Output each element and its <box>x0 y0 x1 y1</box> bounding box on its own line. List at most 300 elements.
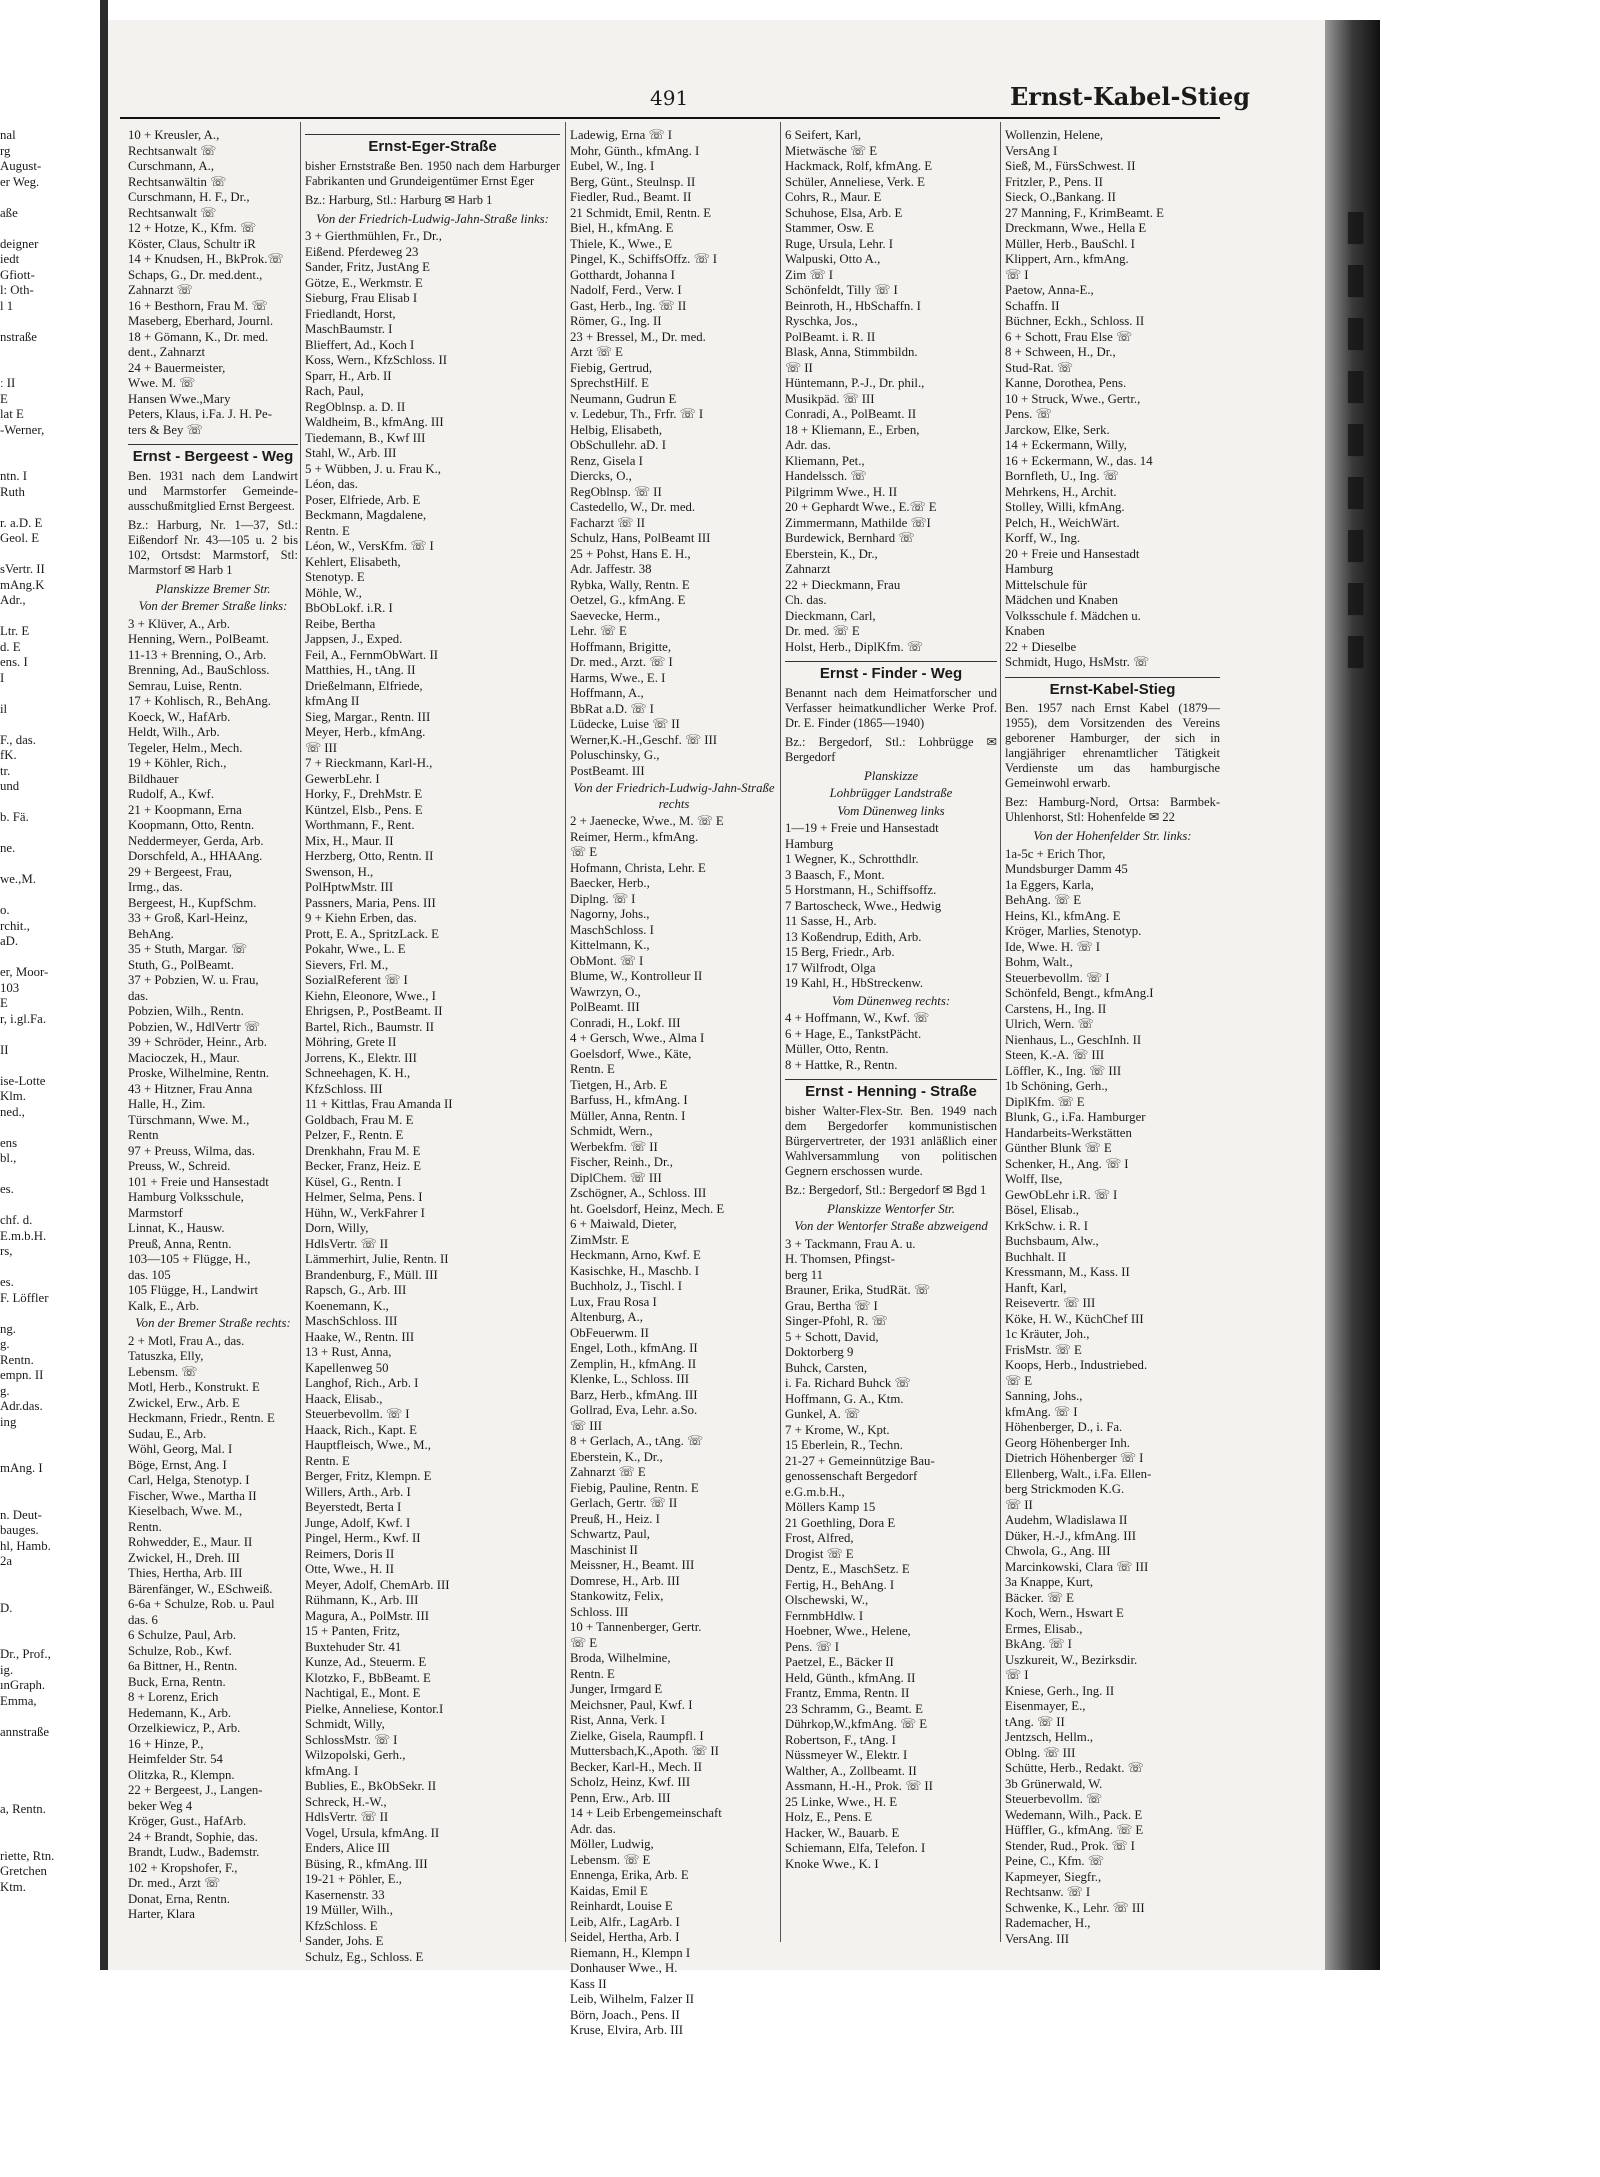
directory-entry: 8 + Gerlach, A., tAng. ☏ <box>570 1434 704 1448</box>
directory-entry: ☏ E <box>570 845 598 859</box>
directory-entry: ObMont. ☏ I <box>570 953 644 968</box>
directory-entry: Barfuss, H., kfmAng. I <box>570 1093 688 1107</box>
directory-entry: Scholz, Heinz, Kwf. III <box>570 1775 691 1789</box>
directory-entry: Kass II <box>570 1976 607 1991</box>
directory-entry: Pingel, K., SchiffsOffz. ☏ I <box>570 252 718 266</box>
fragment-line <box>0 547 95 563</box>
directory-entry: Büchner, Eckh., Schloss. II <box>1005 314 1145 328</box>
directory-entry: 24 + Brandt, Sophie, das. <box>128 1829 258 1844</box>
directory-entry: Jappsen, J., Exped. <box>305 632 403 646</box>
directory-entry: 18 + Gömann, K., Dr. med. <box>128 329 269 344</box>
directory-entry: 3b Grünerwald, W. <box>1005 1776 1103 1791</box>
directory-entry: Otte, Wwe., H. II <box>305 1562 394 1576</box>
library-stamp: ▮▮▮▮▮▮▮▮▮ <box>1331 200 1380 677</box>
directory-entry: Georg Höhenberger Inh. <box>1005 1435 1130 1450</box>
directory-entry: Kapmeyer, Siegfr., <box>1005 1869 1102 1884</box>
directory-entry: 12 + Hotze, K., Kfm. ☏ <box>128 221 257 235</box>
directory-entry: 27 Manning, F., KrimBeamt. E <box>1005 205 1164 220</box>
fragment-line <box>0 1492 95 1508</box>
fragment-line: 103 <box>0 980 20 995</box>
directory-entry: Koss, Wern., KfzSchloss. II <box>305 353 447 367</box>
fragment-line: August- <box>0 159 42 173</box>
directory-entry: 103—105 + Flügge, H., <box>128 1252 251 1266</box>
directory-entry: Halle, H., Zim. <box>128 1097 206 1111</box>
fragment-line <box>0 1058 95 1074</box>
directory-entry: Doktorberg 9 <box>785 1345 854 1359</box>
directory-entry: Domrese, H., Arb. III <box>570 1573 680 1588</box>
directory-entry: Schulz, Hans, PolBeamt III <box>570 531 711 545</box>
directory-entry: Kaidas, Emil E <box>570 1883 648 1898</box>
directory-entry: Hamburg <box>1005 562 1054 576</box>
fragment-line: nstraße <box>0 329 37 344</box>
directory-entry: Zwickel, H., Dreh. III <box>128 1550 240 1565</box>
directory-entry: Mietwäsche ☏ E <box>785 143 878 158</box>
directory-entry: Léon, das. <box>305 477 358 491</box>
section-label: Von der Friedrich-Ludwig-Jahn-Straße links: <box>316 211 549 226</box>
directory-entry: Steuerbevollm. ☏ <box>1005 1792 1103 1806</box>
directory-entry: Dührkop,W.,kfmAng. ☏ E <box>785 1717 928 1731</box>
directory-entry: Löffler, K., Ing. ☏ III <box>1005 1063 1122 1078</box>
directory-entry: Ehrigsen, P., PostBeamt. II <box>305 1004 443 1018</box>
directory-entry: Walther, A., Zollbeamt. II <box>785 1763 917 1778</box>
street-heading: Ernst-Kabel-Stieg <box>1005 677 1220 698</box>
directory-entry: 3 + Klüver, A., Arb. <box>128 616 230 631</box>
directory-entry: ht. Goelsdorf, Heinz, Mech. E <box>570 1201 725 1216</box>
directory-entry: 22 + Dieselbe <box>1005 639 1077 654</box>
directory-entry: Henning, Wern., PolBeamt. <box>128 632 269 646</box>
directory-entry: Zahnarzt ☏ E <box>570 1465 646 1479</box>
directory-entry: Waldheim, B., kfmAng. III <box>305 415 444 429</box>
directory-entry: RegOblnsp. ☏ II <box>570 484 662 499</box>
directory-entry: Becker, Franz, Heiz. E <box>305 1159 422 1173</box>
directory-entry: VersAng I <box>1005 143 1058 158</box>
fragment-line <box>0 717 95 733</box>
directory-entry: Pens. ☏ I <box>785 1639 840 1654</box>
directory-entry: Diplng. ☏ I <box>570 891 636 906</box>
directory-entry: 16 + Eckermann, W., das. 14 <box>1005 453 1153 468</box>
fragment-line: Gretchen <box>0 1864 47 1878</box>
directory-entry: Berger, Fritz, Klempn. E <box>305 1469 432 1483</box>
directory-entry: Grau, Bertha ☏ I <box>785 1298 878 1313</box>
directory-entry: Handelssch. ☏ <box>785 469 867 483</box>
directory-entry: Römer, G., Ing. II <box>570 314 662 328</box>
directory-entry: 10 + Tannenberger, Gertr. <box>570 1620 702 1634</box>
directory-entry: Lüdecke, Luise ☏ II <box>570 717 680 731</box>
directory-entry: SozialReferent ☏ I <box>305 973 408 987</box>
fragment-line: Ktm. <box>0 1879 26 1894</box>
directory-entry: Bäcker. ☏ E <box>1005 1590 1074 1605</box>
directory-entry: Lebensm. ☏ <box>128 1364 198 1379</box>
directory-entry: Köke, H. W., KüchChef III <box>1005 1311 1144 1326</box>
directory-entry: Diercks, O., <box>570 469 632 483</box>
directory-entry: Schwenke, K., Lehr. ☏ III <box>1005 1900 1145 1915</box>
directory-entry: Rentn. E <box>305 523 350 538</box>
directory-entry: Rechtsanwalt ☏ <box>128 143 217 158</box>
directory-entry: ☏ E <box>1005 1373 1033 1388</box>
directory-entry: Jorrens, K., Elektr. III <box>305 1050 417 1065</box>
directory-entry: Junge, Adolf, Kwf. I <box>305 1515 411 1530</box>
directory-entry: Stolley, Willi, kfmAng. <box>1005 500 1125 514</box>
street-description: Bz.: Bergedorf, Stl.: Lohbrügge ✉ Bergedorf <box>785 734 997 764</box>
directory-entry: Horky, F., DrehMstr. E <box>305 787 423 801</box>
section-label: Vom Dünenweg links <box>837 803 945 818</box>
directory-entry: Facharzt ☏ II <box>570 515 645 530</box>
directory-entry: 33 + Groß, Karl-Heinz, <box>128 911 248 925</box>
directory-entry: 19 + Köhler, Rich., <box>128 756 227 770</box>
directory-entry: Dr. med., Arzt ☏ <box>128 1876 221 1890</box>
fragment-line: o. <box>0 903 10 917</box>
directory-entry: Beckmann, Magdalene, <box>305 508 427 522</box>
fragment-line <box>0 609 95 625</box>
directory-entry: Preuß, H., Heiz. I <box>570 1511 660 1526</box>
directory-entry: 3 Baasch, F., Mont. <box>785 867 885 882</box>
directory-entry: Haack, Rich., Kapt. E <box>305 1422 417 1437</box>
directory-entry: Buchsbaum, Alw., <box>1005 1234 1099 1248</box>
directory-entry: PolBeamt. III <box>570 1000 640 1014</box>
directory-entry: 6a Bittner, H., Rentn. <box>128 1659 238 1673</box>
directory-entry: Tatuszka, Elly, <box>128 1349 204 1363</box>
fragment-line: rs, <box>0 1244 13 1258</box>
directory-entry: Gerlach, Gertr. ☏ II <box>570 1496 678 1510</box>
fragment-line: g. <box>0 1337 10 1351</box>
directory-entry: Oetzel, G., kfmAng. E <box>570 593 686 607</box>
directory-entry: Pens. ☏ <box>1005 407 1052 421</box>
directory-entry: BbRat a.D. ☏ I <box>570 701 654 716</box>
directory-entry: Heimfelder Str. 54 <box>128 1752 223 1766</box>
directory-entry: Muttersbach,K.,Apoth. ☏ II <box>570 1744 719 1758</box>
directory-entry: Koenemann, K., <box>305 1298 389 1313</box>
directory-entry: Rentn. E <box>570 1062 615 1076</box>
fragment-line <box>0 1306 95 1322</box>
directory-entry: Helmer, Selma, Pens. I <box>305 1190 423 1204</box>
directory-entry: Börn, Joach., Pens. II <box>570 2007 680 2022</box>
directory-entry: Drogist ☏ E <box>785 1546 854 1561</box>
directory-entry: genossenschaft Bergedorf <box>785 1469 918 1483</box>
directory-entry: 23 Schramm, G., Beamt. E <box>785 1701 923 1716</box>
directory-entry: Gollrad, Eva, Lehr. a.So. <box>570 1403 698 1417</box>
directory-entry: Schmidt, Hugo, HsMstr. ☏ <box>1005 655 1149 669</box>
directory-entry: 11 + Kittlas, Frau Amanda II <box>305 1097 453 1111</box>
directory-entry: Uszkureit, W., Bezirksdir. <box>1005 1652 1138 1667</box>
section-label: Von der Wentorfer Straße abzweigend <box>794 1219 988 1233</box>
header-rule <box>120 117 1220 119</box>
directory-entry: ters & Bey ☏ <box>128 422 203 437</box>
left-page-gutter <box>100 0 108 1970</box>
directory-entry: beker Weg 4 <box>128 1798 193 1813</box>
directory-entry: Wollenzin, Helene, <box>1005 128 1104 142</box>
fragment-line <box>0 1167 95 1183</box>
directory-entry: Kröger, Gust., HafArb. <box>128 1814 247 1828</box>
directory-entry: Heldt, Wilh., Arb. <box>128 725 220 739</box>
directory-entry: Pelch, H., WeichWärt. <box>1005 515 1120 530</box>
directory-entry: 2 + Motl, Frau A., das. <box>128 1333 245 1348</box>
directory-entry: Stenotyp. E <box>305 570 365 584</box>
directory-entry: MaschSchloss. III <box>305 1314 398 1328</box>
fragment-line <box>0 1446 95 1462</box>
directory-entry: Nachtigal, E., Mont. E <box>305 1686 421 1700</box>
directory-entry: Harms, Wwe., E. I <box>570 670 666 685</box>
directory-entry: Oblng. ☏ III <box>1005 1745 1076 1760</box>
directory-entry: Sieg, Margar., Rentn. III <box>305 709 431 724</box>
directory-entry: Mundsburger Damm 45 <box>1005 862 1128 876</box>
directory-entry: 8 + Lorenz, Erich <box>128 1690 219 1704</box>
directory-entry: Adr. das. <box>785 438 831 452</box>
directory-entry: Adr. Jaffestr. 38 <box>570 562 652 576</box>
directory-entry: 37 + Pobzien, W. u. Frau, <box>128 973 259 987</box>
directory-entry: Cohrs, R., Maur. E <box>785 190 882 204</box>
directory-entry: PolHptwMstr. III <box>305 880 394 894</box>
directory-entry: 17 Wilfrodt, Olga <box>785 960 876 975</box>
directory-entry: das. 6 <box>128 1612 158 1627</box>
fragment-line: mAng. I <box>0 1461 43 1475</box>
directory-entry: Assmann, H.-H., Prok. ☏ II <box>785 1779 933 1793</box>
directory-entry: 21 + Koopmann, Erna <box>128 802 242 817</box>
directory-entry: Fischer, Wwe., Martha II <box>128 1488 257 1503</box>
directory-entry: Rademacher, H., <box>1005 1916 1091 1930</box>
directory-entry: Pingel, Herm., Kwf. II <box>305 1531 421 1545</box>
directory-entry: Feil, A., FernmObWart. II <box>305 647 438 662</box>
directory-entry: Worthmann, F., Rent. <box>305 818 415 832</box>
directory-entry: Donat, Erna, Rentn. <box>128 1891 230 1906</box>
directory-entry: Schuhose, Elsa, Arb. E <box>785 205 903 220</box>
directory-entry: Kasischke, H., Maschb. I <box>570 1263 700 1278</box>
fragment-line: ne. <box>0 841 16 855</box>
directory-entry: Willers, Arth., Arb. I <box>305 1484 411 1499</box>
directory-entry: Bublies, E., BkObSekr. II <box>305 1779 437 1793</box>
directory-entry: Fiebig, Gertrud, <box>570 360 653 375</box>
directory-entry: Schiemann, Elfa, Telefon. I <box>785 1841 926 1855</box>
directory-entry: Schüler, Anneliese, Verk. E <box>785 174 925 189</box>
directory-entry: 5 + Schott, David, <box>785 1329 879 1344</box>
street-description: bisher Walter-Flex-Str. Ben. 1949 nach dem Bergedorfer kommunistischen Bürgervertreter, der 1931 anläßlich einer Wahlversammlung von politischen Gegnern erschossen wurde. <box>785 1103 997 1178</box>
directory-entry: Hedemann, K., Arb. <box>128 1705 232 1720</box>
directory-entry: Werner,K.-H.,Geschf. ☏ III <box>570 732 717 747</box>
directory-entry: 21 Goethling, Dora E <box>785 1515 896 1530</box>
directory-entry: ☏ I <box>1005 267 1029 282</box>
section-label: Von der Bremer Straße links: <box>138 599 288 613</box>
fragment-line: Ltr. E <box>0 624 30 638</box>
directory-entry: Gast, Herb., Ing. ☏ II <box>570 298 687 313</box>
directory-entry: Eißend. Pferdeweg 23 <box>305 244 419 259</box>
fragment-line: F., das. <box>0 732 36 747</box>
directory-entry: 101 + Freie und Hansestadt <box>128 1174 269 1189</box>
directory-entry: Bohm, Walt., <box>1005 955 1073 969</box>
directory-entry: Lux, Frau Rosa I <box>570 1294 657 1309</box>
directory-entry: Pilgrimm Wwe., H. II <box>785 484 898 499</box>
fragment-line <box>0 1771 95 1787</box>
directory-entry: Proske, Wilhelmine, Rentn. <box>128 1066 270 1080</box>
fragment-line: iedt <box>0 252 20 266</box>
directory-entry: Hansen Wwe.,Mary <box>128 391 231 406</box>
directory-entry: Meyer, Herb., kfmAng. <box>305 725 426 739</box>
street-description: bisher Ernststraße Ben. 1950 nach dem Harburger Fabrikanten und Grundeigentümer Ernst Eger <box>305 158 560 188</box>
directory-entry: Reisevertr. ☏ III <box>1005 1296 1096 1310</box>
directory-entry: Rechtsanw. ☏ I <box>1005 1885 1091 1899</box>
directory-entry: Bornfleth, U., Ing. ☏ <box>1005 469 1119 483</box>
fragment-line: l 1 <box>0 298 14 313</box>
directory-entry: Volksschule f. Mädchen u. <box>1005 608 1141 623</box>
fragment-line <box>0 826 95 842</box>
directory-entry: Dentz, E., MaschSetz. E <box>785 1562 910 1576</box>
street-description: Ben. 1931 nach dem Landwirt und Marmstorfer Gemeinde-ausschußmitglied Ernst Bergeest. <box>128 468 298 513</box>
directory-entry: 6 + Schott, Frau Else ☏ <box>1005 329 1133 344</box>
fragment-line: r, i.gl.Fa. <box>0 1011 47 1026</box>
directory-entry: Pobzien, Wilh., Rentn. <box>128 1004 244 1018</box>
directory-entry: Haack, Elisab., <box>305 1391 383 1406</box>
directory-entry: Ch. das. <box>785 593 827 607</box>
directory-entry: Wilzopolski, Gerh., <box>305 1748 406 1762</box>
directory-entry: ☏ E <box>570 1635 598 1650</box>
fragment-line: r. a.D. E <box>0 515 43 530</box>
directory-entry: Leib, Wilhelm, Falzer II <box>570 1992 694 2006</box>
fragment-line: ens. I <box>0 655 28 669</box>
directory-entry: 97 + Preuss, Wilma, das. <box>128 1143 255 1158</box>
fragment-line: riette, Rtn. <box>0 1848 55 1863</box>
page-number: 491 <box>650 86 689 110</box>
directory-entry: Kunze, Ad., Steuerm. E <box>305 1655 427 1669</box>
directory-entry: Goldbach, Frau M. E <box>305 1112 414 1127</box>
directory-entry: Rühmann, K., Arb. III <box>305 1593 419 1607</box>
directory-entry: Peine, C., Kfm. ☏ <box>1005 1854 1104 1868</box>
directory-entry: Saevecke, Herm., <box>570 608 661 623</box>
directory-entry: Paetzel, E., Bäcker II <box>785 1655 894 1669</box>
directory-entry: Schönfeld, Bengt., kfmAng.I <box>1005 986 1154 1000</box>
section-label: Vom Dünenweg rechts: <box>831 993 951 1008</box>
fragment-line <box>0 1260 95 1276</box>
directory-entry: 2 + Jaenecke, Wwe., M. ☏ E <box>570 814 724 828</box>
directory-entry: 21-27 + Gemeinnützige Bau- <box>785 1453 935 1468</box>
fragment-line: we.,M. <box>0 872 36 886</box>
directory-entry: 20 + Freie und Hansestadt <box>1005 546 1140 561</box>
directory-entry: Maschinist II <box>570 1542 638 1557</box>
directory-entry: Kehlert, Elisabeth, <box>305 554 401 569</box>
street-heading: Ernst - Finder - Weg <box>785 661 997 682</box>
fragment-line: ː II <box>0 376 16 390</box>
directory-entry: Tegeler, Helm., Mech. <box>128 740 243 755</box>
fragment-line <box>0 454 95 470</box>
directory-entry: Broda, Wilhelmine, <box>570 1651 671 1665</box>
directory-entry: 23 + Bressel, M., Dr. med. <box>570 329 706 344</box>
directory-entry: 21 Schmidt, Emil, Rentn. E <box>570 205 712 220</box>
directory-entry: Olitzka, R., Klempn. <box>128 1767 235 1782</box>
fragment-line <box>0 1616 95 1632</box>
directory-entry: Türschmann, Wwe. M., <box>128 1112 250 1127</box>
directory-entry: Olschewski, W., <box>785 1593 869 1607</box>
directory-entry: Altenburg, A., <box>570 1310 643 1324</box>
directory-entry: Brauner, Erika, StudRät. ☏ <box>785 1283 930 1297</box>
column-5 <box>1005 128 1220 1946</box>
fragment-line: es. <box>0 1182 14 1196</box>
directory-entry: Stammer, Osw. E <box>785 221 874 235</box>
directory-entry: Macioczek, H., Maur. <box>128 1050 240 1065</box>
directory-entry: Kieselbach, Wwe. M., <box>128 1504 243 1518</box>
directory-entry: das. <box>128 988 149 1003</box>
fragment-line <box>0 1787 95 1803</box>
directory-entry: Nienhaus, L., GeschInh. II <box>1005 1032 1142 1047</box>
fragment-line: n. Deut- <box>0 1507 42 1522</box>
fragment-line: Gfiott- <box>0 267 35 282</box>
directory-entry: 7 + Krome, W., Kpt. <box>785 1422 890 1437</box>
directory-entry: ZimMstr. E <box>570 1232 630 1247</box>
directory-entry: Langhof, Rich., Arb. I <box>305 1376 419 1390</box>
directory-entry: 7 Bartoscheck, Wwe., Hedwig <box>785 898 942 913</box>
directory-entry: SprechstHilf. E <box>570 376 649 390</box>
directory-entry: Meyer, Adolf, ChemArb. III <box>305 1577 450 1592</box>
directory-entry: Poluschinsky, G., <box>570 748 660 762</box>
directory-entry: ☏ II <box>1005 1497 1033 1512</box>
directory-entry: Holst, Herb., DiplKfm. ☏ <box>785 639 923 654</box>
directory-entry: 14 + Leib Erbengemeinschaft <box>570 1806 722 1820</box>
directory-entry: Sieß, M., FürsSchwest. II <box>1005 159 1136 173</box>
fragment-line <box>0 500 95 516</box>
directory-entry: Linnat, K., Hausw. <box>128 1221 225 1235</box>
directory-entry: Kittelmann, K., <box>570 938 650 952</box>
directory-entry: Knaben <box>1005 624 1045 638</box>
directory-entry: Robertson, F., tAng. I <box>785 1732 896 1747</box>
directory-entry: kfmAng II <box>305 694 360 708</box>
directory-entry: 6 + Maiwald, Dieter, <box>570 1217 677 1231</box>
fragment-line: I <box>0 670 5 685</box>
column-divider <box>1000 122 1001 1942</box>
column-1 <box>128 128 298 1938</box>
fragment-line: Geol. E <box>0 531 40 545</box>
directory-entry: GewerbLehr. I <box>305 771 380 786</box>
directory-entry: Conradi, A., PolBeamt. II <box>785 407 917 421</box>
directory-entry: Heckmann, Friedr., Rentn. E <box>128 1411 275 1425</box>
directory-entry: Reinhardt, Louise E <box>570 1899 673 1913</box>
fragment-line: und <box>0 779 20 793</box>
directory-entry: KfzSchloss. III <box>305 1081 383 1096</box>
directory-entry: ☏ III <box>570 1418 602 1433</box>
directory-entry: Steen, K.-A. ☏ III <box>1005 1048 1105 1062</box>
directory-entry: Sanning, Johs., <box>1005 1389 1083 1403</box>
directory-entry: 1 Wegner, K., Schrotthdlr. <box>785 852 919 866</box>
directory-entry: Wedemann, Wilh., Pack. E <box>1005 1807 1143 1822</box>
directory-entry: Peters, Klaus, i.Fa. J. H. Pe- <box>128 407 272 421</box>
directory-entry: Neddermeyer, Gerda, Arb. <box>128 833 264 848</box>
directory-entry: Irmg., das. <box>128 880 183 894</box>
directory-entry: Ermes, Elisab., <box>1005 1621 1083 1636</box>
section-label: Von der Friedrich-Ludwig-Jahn-Straße rechts <box>573 781 775 811</box>
fragment-line: Adr., <box>0 593 26 607</box>
directory-entry: Neumann, Gudrun E <box>570 391 677 406</box>
directory-entry: 6 Schulze, Paul, Arb. <box>128 1628 237 1642</box>
directory-entry: Klenke, L., Schloss. III <box>570 1372 690 1386</box>
fragment-line: rchit., <box>0 918 30 933</box>
directory-entry: Paetow, Anna-E., <box>1005 283 1094 297</box>
directory-entry: Schreck, H.-W., <box>305 1794 387 1809</box>
directory-entry: Leib, Alfr., LagArb. I <box>570 1914 680 1929</box>
fragment-line <box>0 1818 95 1834</box>
directory-entry: DiplKfm. ☏ E <box>1005 1094 1085 1109</box>
fragment-line: empn. II <box>0 1368 44 1382</box>
directory-entry: Junger, Irmgard E <box>570 1682 663 1696</box>
directory-entry: 1c Kräuter, Joh., <box>1005 1327 1090 1341</box>
directory-entry: ☏ III <box>305 740 337 755</box>
directory-entry: Vogel, Ursula, kfmAng. II <box>305 1825 440 1840</box>
directory-entry: ☏ II <box>785 360 813 375</box>
directory-entry: Ruge, Ursula, Lehr. I <box>785 236 894 251</box>
street-heading: Ernst - Bergeest - Weg <box>128 444 298 465</box>
fragment-line: E <box>0 996 8 1010</box>
column-divider <box>780 122 781 1942</box>
directory-entry: Curschmann, A., <box>128 159 215 173</box>
directory-entry: Schulze, Rob., Kwf. <box>128 1643 232 1658</box>
directory-entry: Musikpäd. ☏ III <box>785 391 875 406</box>
fragment-line: ned., <box>0 1104 25 1119</box>
directory-entry: Stahl, W., Arb. III <box>305 446 397 460</box>
directory-entry: 1—19 + Freie und Hansestadt <box>785 821 939 835</box>
